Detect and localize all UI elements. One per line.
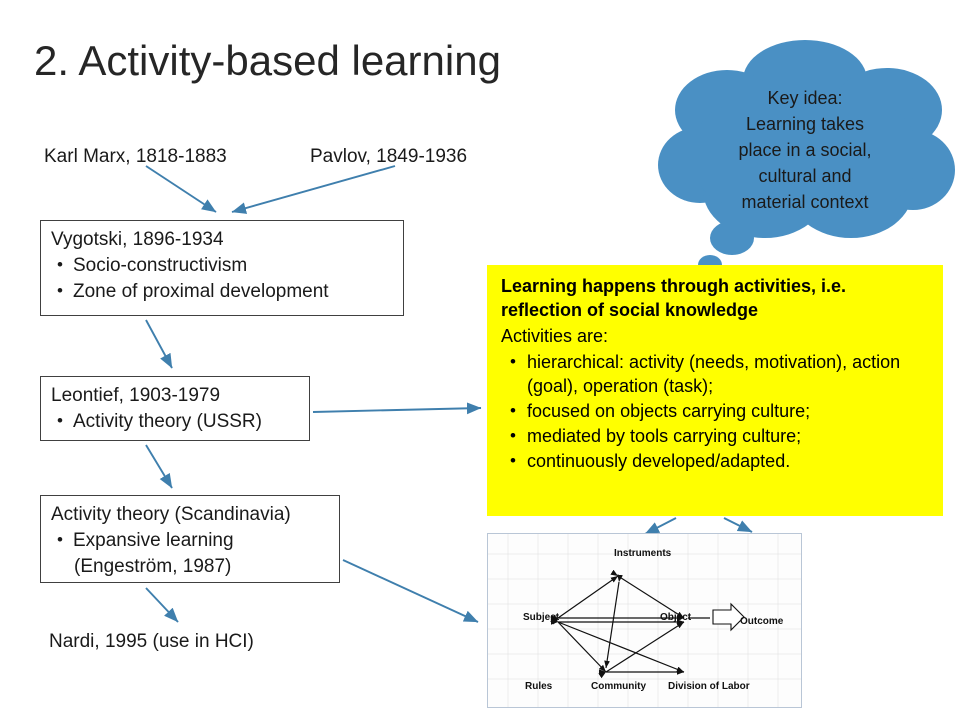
cloud-line-4: cultural and bbox=[758, 166, 852, 187]
arrow-pavlov-to-vygotski bbox=[232, 166, 395, 212]
list-item: • hierarchical: activity (needs, motivation), action (goal), operation (task); bbox=[527, 351, 929, 399]
arrow-leontief-to-yellow bbox=[313, 408, 481, 412]
yellow-strong-line-2: reflection of social knowledge bbox=[501, 299, 759, 320]
label-karl-marx: Karl Marx, 1818-1883 bbox=[44, 146, 227, 167]
yellow-highlight-box bbox=[487, 265, 943, 516]
box-leontief-head: Leontief, 1903-1979 bbox=[51, 385, 221, 406]
box-vygotski bbox=[40, 220, 404, 316]
list-item: • continuously developed/adapted. bbox=[527, 450, 929, 474]
arrow-scandinavia-to-nardi bbox=[146, 588, 178, 622]
arrow-vygotski-to-leontief bbox=[146, 320, 172, 368]
arrow-leontief-to-scandinavia bbox=[146, 445, 172, 488]
cloud-line-5: material context bbox=[741, 192, 869, 213]
arrow-marx-to-vygotski bbox=[146, 166, 216, 212]
box-leontief-bullets bbox=[51, 409, 299, 435]
cloud-text bbox=[691, 85, 919, 215]
list-item-text: Expansive learning bbox=[73, 529, 234, 551]
list-item: • Zone of proximal development bbox=[73, 279, 393, 305]
list-item: • mediated by tools carrying culture; bbox=[527, 425, 929, 449]
page-title: 2. Activity-based learning bbox=[34, 37, 501, 84]
list-item: • Activity theory (USSR) bbox=[73, 409, 299, 435]
arrow-yellow-to-triangle-left bbox=[645, 518, 676, 534]
box-leontief bbox=[40, 376, 310, 441]
label-pavlov: Pavlov, 1849-1936 bbox=[310, 146, 468, 167]
cloud-line-1: Key idea: bbox=[767, 88, 843, 108]
yellow-bullets bbox=[501, 351, 929, 474]
list-item: • focused on objects carrying culture; bbox=[527, 400, 929, 424]
box-vygotski-head: Vygotski, 1896-1934 bbox=[51, 229, 224, 250]
list-item-continuation: (Engeström, 1987) bbox=[74, 555, 232, 577]
triangle-label-outcome: Outcome bbox=[740, 616, 784, 627]
cloud-callout bbox=[655, 25, 955, 280]
list-item: • Socio-constructivism bbox=[73, 253, 393, 279]
box-activity-theory-scandinavia bbox=[40, 495, 340, 583]
arrow-yellow-to-triangle-right bbox=[724, 518, 752, 532]
triangle-label-instruments: Instruments bbox=[614, 548, 672, 559]
triangle-label-rules: Rules bbox=[525, 681, 553, 692]
yellow-strong-line-1: Learning happens through activities, i.e. bbox=[501, 276, 847, 296]
label-nardi: Nardi, 1995 (use in HCI) bbox=[49, 631, 254, 652]
box-scandinavia-bullets bbox=[51, 528, 329, 580]
triangle-label-object: Object bbox=[660, 612, 692, 623]
box-scandinavia-head: Activity theory (Scandinavia) bbox=[51, 504, 291, 525]
arrow-scandinavia-to-triangle bbox=[343, 560, 478, 622]
cloud-line-3: place in a social, bbox=[738, 140, 872, 161]
activity-system-diagram bbox=[487, 533, 802, 708]
triangle-label-community: Community bbox=[591, 681, 646, 692]
yellow-intro: Activities are: bbox=[501, 325, 609, 346]
triangle-label-subject: Subject bbox=[523, 612, 560, 623]
box-vygotski-bullets bbox=[51, 253, 393, 305]
list-item bbox=[73, 528, 329, 580]
cloud-line-2: Learning takes bbox=[745, 114, 865, 135]
triangle-label-division-of-labor: Division of Labor bbox=[668, 681, 750, 692]
